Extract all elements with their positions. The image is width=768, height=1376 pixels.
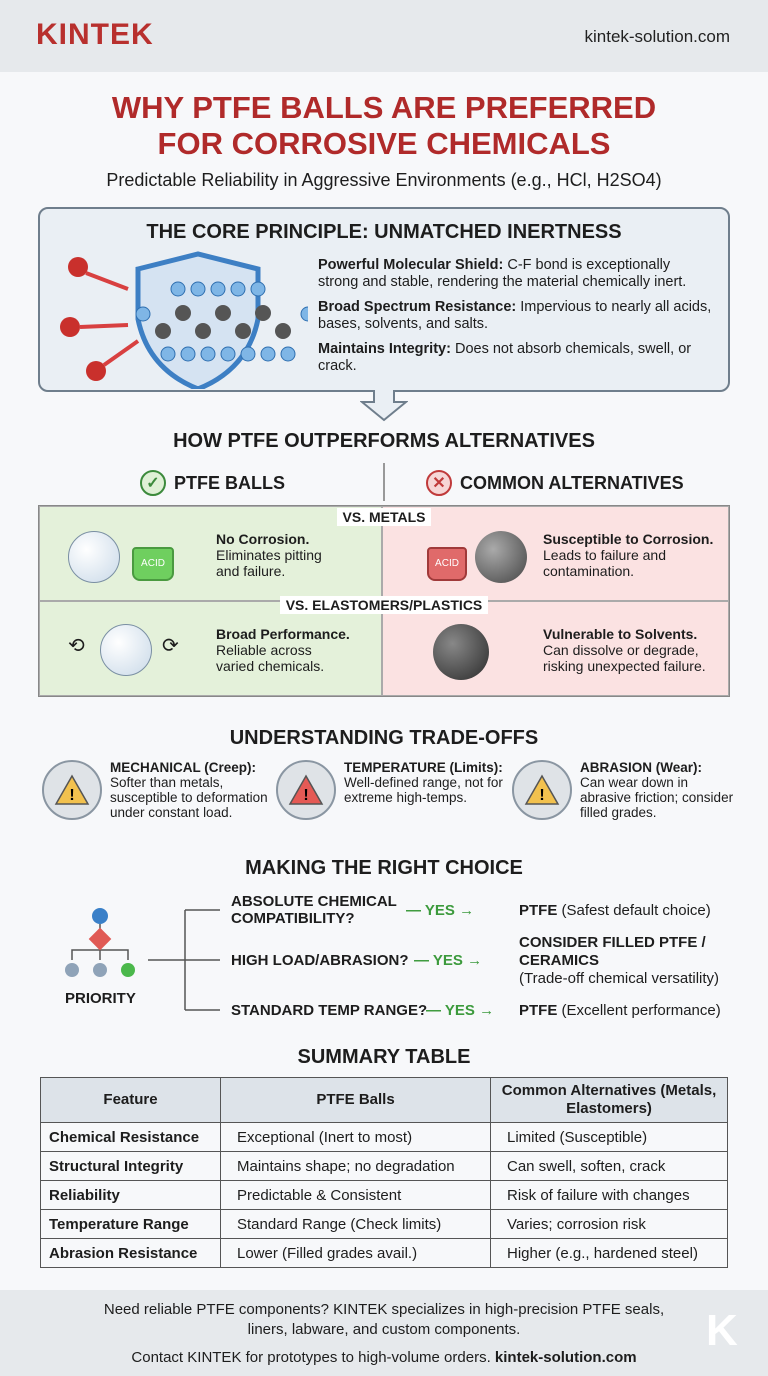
svg-text:!: ! <box>303 787 309 804</box>
alt-elastomers-cell: Vulnerable to Solvents. Can dissolve or degrade, risking unexpected failure. <box>382 601 729 696</box>
choice-result: CONSIDER FILLED PTFE / CERAMICS (Trade-off chemical versatility) <box>519 934 720 987</box>
compare-heading: HOW PTFE OUTPERFORMS ALTERNATIVES <box>173 430 595 452</box>
warning-icon <box>512 760 572 820</box>
ptfe-column-header: ✓ PTFE BALLS <box>140 470 285 496</box>
page-title: WHY PTFE BALLS ARE PREFERRED FOR CORROSIVE CHEMICALS <box>111 90 657 161</box>
down-arrow-icon <box>360 390 408 422</box>
table-row: Chemical Resistance Exceptional (Inert to most) Limited (Susceptible) <box>41 1123 728 1152</box>
corroded-ball-icon <box>475 531 527 583</box>
choice-question: HIGH LOAD/ABRASION? <box>231 952 409 969</box>
tradeoffs-heading: UNDERSTANDING TRADE-OFFS <box>229 727 539 749</box>
table-heading: SUMMARY TABLE <box>297 1046 471 1068</box>
cracked-ball-icon <box>433 624 489 680</box>
core-heading: THE CORE PRINCIPLE: UNMATCHED INERTNESS <box>146 221 622 243</box>
ptfe-ball-icon <box>100 624 152 676</box>
x-icon: ✕ <box>426 470 452 496</box>
alt-metals-cell: ACID Susceptible to Corrosion. Leads to failure and contamination. <box>382 506 729 601</box>
summary-table <box>40 1077 728 1268</box>
footer-link[interactable]: kintek-solution.com <box>494 1349 637 1366</box>
warning-icon <box>42 760 102 820</box>
alternatives-column-header: ✕ COMMON ALTERNATIVES <box>426 470 684 496</box>
vs-elastomers-label: VS. ELASTOMERS/PLASTICS <box>0 597 768 613</box>
ptfe-elastomers-cell: ⟲ ⟳ Broad Performance. Reliable across varied chemicals. <box>39 601 382 696</box>
core-point: Maintains Integrity: Does not absorb chemicals, swell, or crack. <box>318 341 692 374</box>
svg-text:!: ! <box>69 787 75 804</box>
check-icon: ✓ <box>140 470 166 496</box>
svg-text:!: ! <box>539 787 545 804</box>
choice-heading: MAKING THE RIGHT CHOICE <box>245 857 523 879</box>
molecular-shield-icon <box>58 249 308 389</box>
ptfe-metals-cell: ACID No Corrosion. Eliminates pitting and failure. <box>39 506 382 601</box>
acid-flask-icon: ACID <box>132 547 174 581</box>
footer-text: Need reliable PTFE components? KINTEK specializes in high-precision PTFE seals, liners, labware, and custom components. <box>103 1301 665 1338</box>
choice-question: STANDARD TEMP RANGE? <box>231 1002 428 1019</box>
rotate-arrow-icon: ⟲ <box>68 635 85 657</box>
yes-label: — YES → <box>406 902 475 919</box>
priority-label: PRIORITY <box>65 990 136 1007</box>
table-row: Temperature Range Standard Range (Check limits) Varies; corrosion risk <box>41 1210 728 1239</box>
footer <box>0 1290 768 1376</box>
ptfe-ball-icon <box>68 531 120 583</box>
column-divider <box>383 463 385 501</box>
yes-label: — YES → <box>414 952 483 969</box>
warning-icon <box>276 760 336 820</box>
site-link[interactable]: kintek-solution.com <box>584 27 730 46</box>
table-row: Structural Integrity Maintains shape; no degradation Can swell, soften, crack <box>41 1152 728 1181</box>
choice-result: PTFE (Excellent performance) <box>519 1002 721 1019</box>
table-row: Reliability Predictable & Consistent Risk of failure with changes <box>41 1181 728 1210</box>
tradeoff-item: ! MECHANICAL (Creep): Softer than metals, susceptible to deformation under constant load. <box>42 760 270 820</box>
choice-question: ABSOLUTE CHEMICAL COMPATIBILITY? <box>231 893 397 927</box>
yes-label: — YES → <box>426 1002 495 1019</box>
footer-contact: Contact KINTEK for prototypes to high-volume orders. kintek-solution.com <box>131 1349 637 1366</box>
core-point: Powerful Molecular Shield: C-F bond is exceptionally strong and stable, rendering the material chemically inert. <box>318 257 687 290</box>
kintek-k-logo-icon: K <box>706 1306 738 1355</box>
core-principle-panel <box>38 207 730 392</box>
kintek-logo: KINTEK <box>36 18 154 51</box>
core-point: Broad Spectrum Resistance: Impervious to nearly all acids, bases, solvents, and salts. <box>318 299 712 332</box>
tradeoff-item: ! ABRASION (Wear): Can wear down in abrasive friction; consider filled grades. <box>512 760 740 820</box>
table-row: Abrasion Resistance Lower (Filled grades avail.) Higher (e.g., hardened steel) <box>41 1239 728 1268</box>
table-header-row: Feature PTFE Balls Common Alternatives (Metals, Elastomers) <box>41 1078 728 1123</box>
tradeoff-item: ! TEMPERATURE (Limits): Well-defined range, not for extreme high-temps. <box>276 760 504 820</box>
choice-result: PTFE (Safest default choice) <box>519 902 711 919</box>
acid-flask-icon: ACID <box>427 547 467 581</box>
rotate-arrow-icon: ⟳ <box>162 635 179 657</box>
page-subtitle: Predictable Reliability in Aggressive Environments (e.g., HCl, H2SO4) <box>106 170 662 190</box>
vs-metals-label: VS. METALS <box>0 509 768 525</box>
